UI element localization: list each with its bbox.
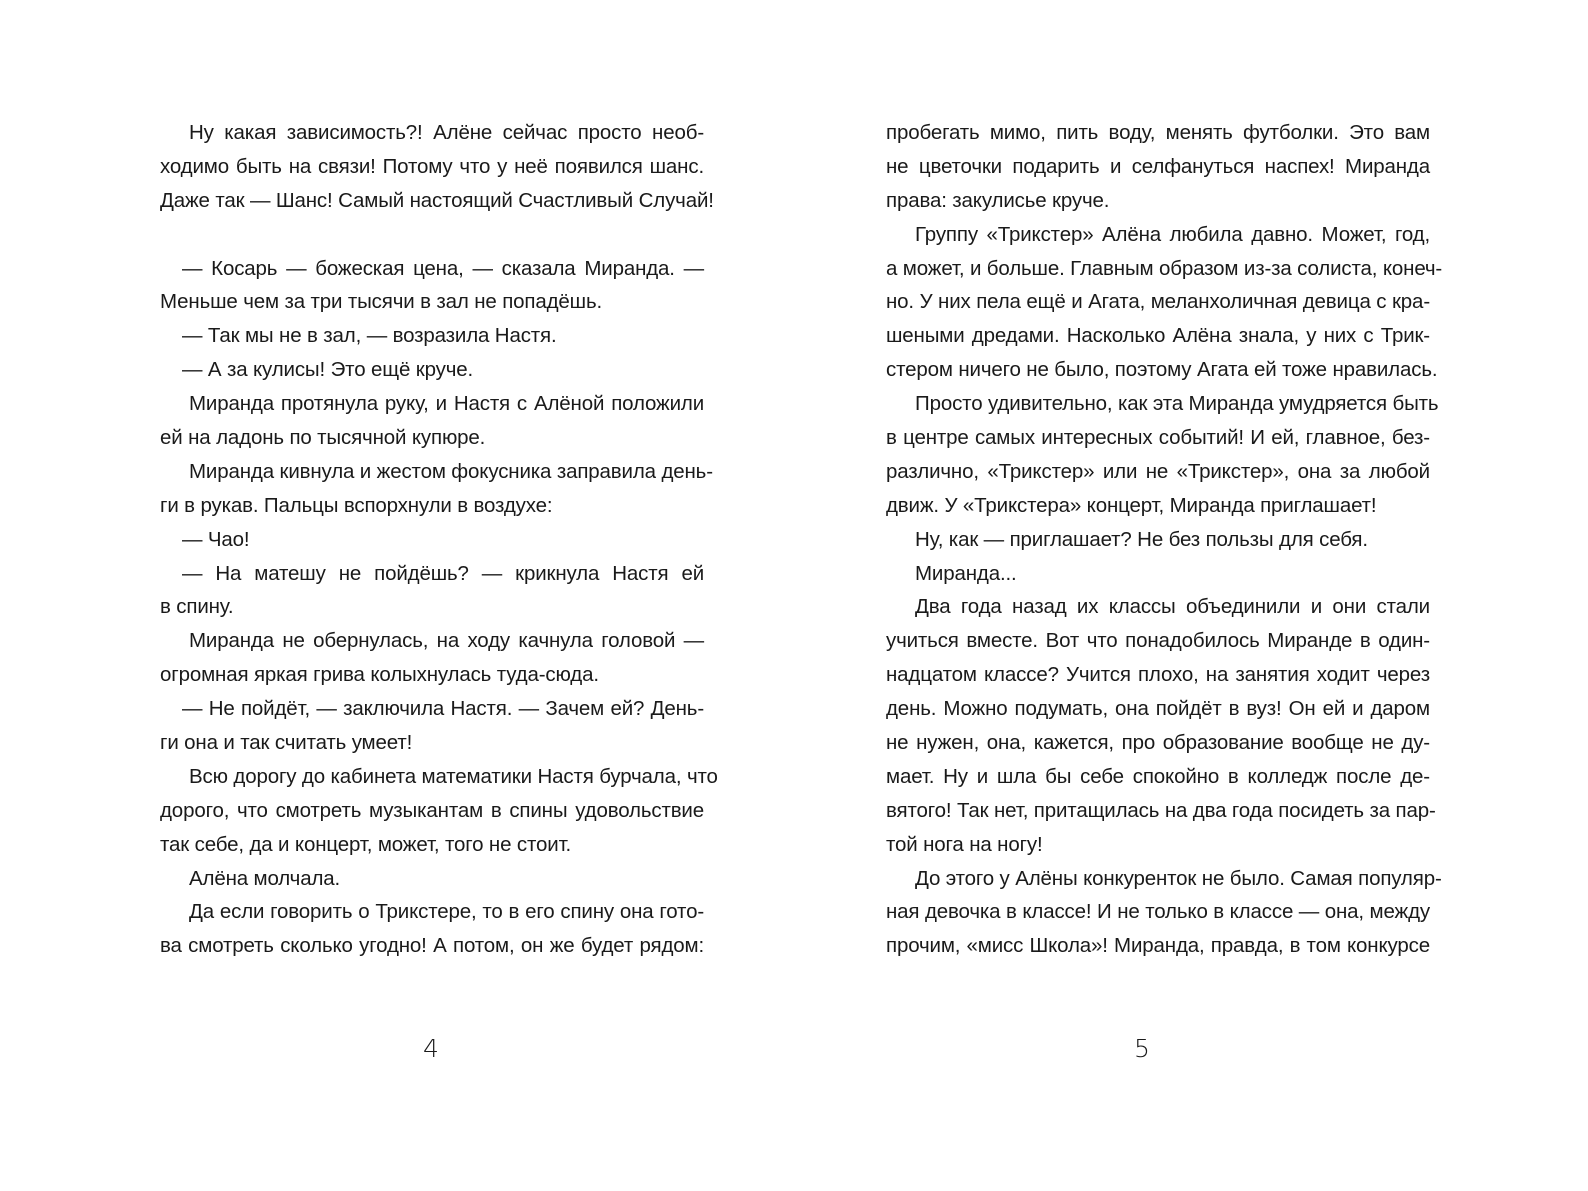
- text-line: Миранда кивнула и жестом фокусника заправила день-: [189, 459, 713, 483]
- text-line: вятого! Так нет, притащилась на два года посидеть за пар-: [886, 798, 1436, 822]
- text-line: ги она и так считать умеет!: [160, 731, 413, 755]
- text-line: ходимо быть на связи! Потому что у неё появился шанс.: [160, 154, 704, 178]
- text-line: Всю дорогу до кабинета математики Настя бурчала, что: [189, 764, 718, 788]
- text-line: мает. Ну и шла бы себе спокойно в колледж после де-: [886, 764, 1430, 788]
- text-line: Алёна молчала.: [189, 866, 341, 890]
- text-line: учиться вместе. Вот что понадобилось Миранде в один-: [886, 629, 1430, 653]
- text-line: ги в рукав. Пальцы вспорхнули в воздухе:: [160, 493, 553, 517]
- text-line: пробегать мимо, пить воду, менять футболки. Это вам: [886, 121, 1430, 144]
- text-line: стером ничего не было, поэтому Агата ей тоже нравилась.: [886, 358, 1438, 382]
- text-line: права: закулисье круче.: [886, 188, 1110, 212]
- text-line: ва смотреть сколько угодно! А потом, он же будет рядом:: [160, 934, 704, 958]
- text-line: — А за кулисы! Это ещё круче.: [182, 358, 474, 382]
- text-line: так себе, да и концерт, может, того не стоит.: [160, 832, 572, 856]
- text-line: день. Можно подумать, она пойдёт в вуз! Он ей и даром: [886, 697, 1430, 721]
- right-page-text: [886, 116, 1443, 963]
- blank-line: [160, 218, 704, 252]
- text-line: не цветочки подарить и селфануться наспех! Миранда: [886, 154, 1430, 178]
- text-line: Просто удивительно, как эта Миранда умудряется быть: [915, 392, 1439, 416]
- text-line: Меньше чем за три тысячи в зал не попадёшь.: [160, 290, 603, 314]
- text-line: Миранда не обернулась, на ходу качнула головой —: [189, 629, 704, 653]
- text-line: Миранда протянула руку, и Настя с Алёной положили: [189, 392, 704, 416]
- text-line: надцатом классе? Учится плохо, на занятия ходит через: [886, 663, 1430, 687]
- text-line: — Чао!: [182, 527, 250, 551]
- text-line: Миранда...: [915, 561, 1017, 585]
- text-line: — Не пойдёт, — заключила Настя. — Зачем ей? День-: [182, 697, 704, 721]
- left-page-text: [160, 116, 718, 963]
- text-line: Ну, как — приглашает? Не без пользы для себя.: [915, 527, 1368, 551]
- text-line: а может, и больше. Главным образом из-за солиста, конеч-: [886, 256, 1443, 280]
- text-line: в спину.: [160, 595, 234, 619]
- page-number: 5: [1134, 1034, 1150, 1063]
- page-number: 4: [423, 1034, 439, 1063]
- text-line: — Косарь — божеская цена, — сказала Миранда. —: [182, 256, 704, 280]
- text-line: До этого у Алёны конкуренток не было. Самая популяр-: [915, 866, 1442, 890]
- text-line: движ. У «Трикстера» концерт, Миранда приглашает!: [886, 493, 1377, 517]
- text-line: различно, «Трикстер» или не «Трикстер», она за любой: [886, 459, 1430, 483]
- text-line: ная девочка в классе! И не только в классе — она, между: [886, 900, 1430, 924]
- text-line: — На матешу не пойдёшь? — крикнула Настя ей: [182, 561, 704, 585]
- text-line: но. У них пела ещё и Агата, меланхоличная девица с кра-: [886, 290, 1430, 314]
- text-line: Да если говорить о Трикстере, то в его спину она гото-: [189, 900, 704, 924]
- text-line: Группу «Трикстер» Алёна любила давно. Может, год,: [915, 222, 1430, 246]
- text-line: не нужен, она, кажется, про образование вообще не ду-: [886, 731, 1430, 755]
- right-page: [794, 0, 1588, 1191]
- text-line: той нога на ногу!: [886, 832, 1043, 856]
- text-line: огромная яркая грива колыхнулась туда-сюда.: [160, 663, 599, 687]
- text-line: прочим, «мисс Школа»! Миранда, правда, в том конкурсе: [886, 934, 1430, 958]
- text-line: — Так мы не в зал, — возразила Настя.: [182, 324, 557, 348]
- text-line: Даже так — Шанс! Самый настоящий Счастливый Случай!: [160, 188, 714, 212]
- text-line: ей на ладонь по тысячной купюре.: [160, 426, 486, 450]
- text-line: Два года назад их классы объединили и они стали: [915, 595, 1430, 619]
- text-line: Ну какая зависимость?! Алёне сейчас просто необ-: [189, 121, 704, 144]
- text-line: шеными дредами. Насколько Алёна знала, у них с Трик-: [886, 324, 1430, 348]
- text-line: дорого, что смотреть музыкантам в спины удовольствие: [160, 798, 704, 822]
- text-line: в центре самых интересных событий! И ей, главное, без-: [886, 426, 1430, 450]
